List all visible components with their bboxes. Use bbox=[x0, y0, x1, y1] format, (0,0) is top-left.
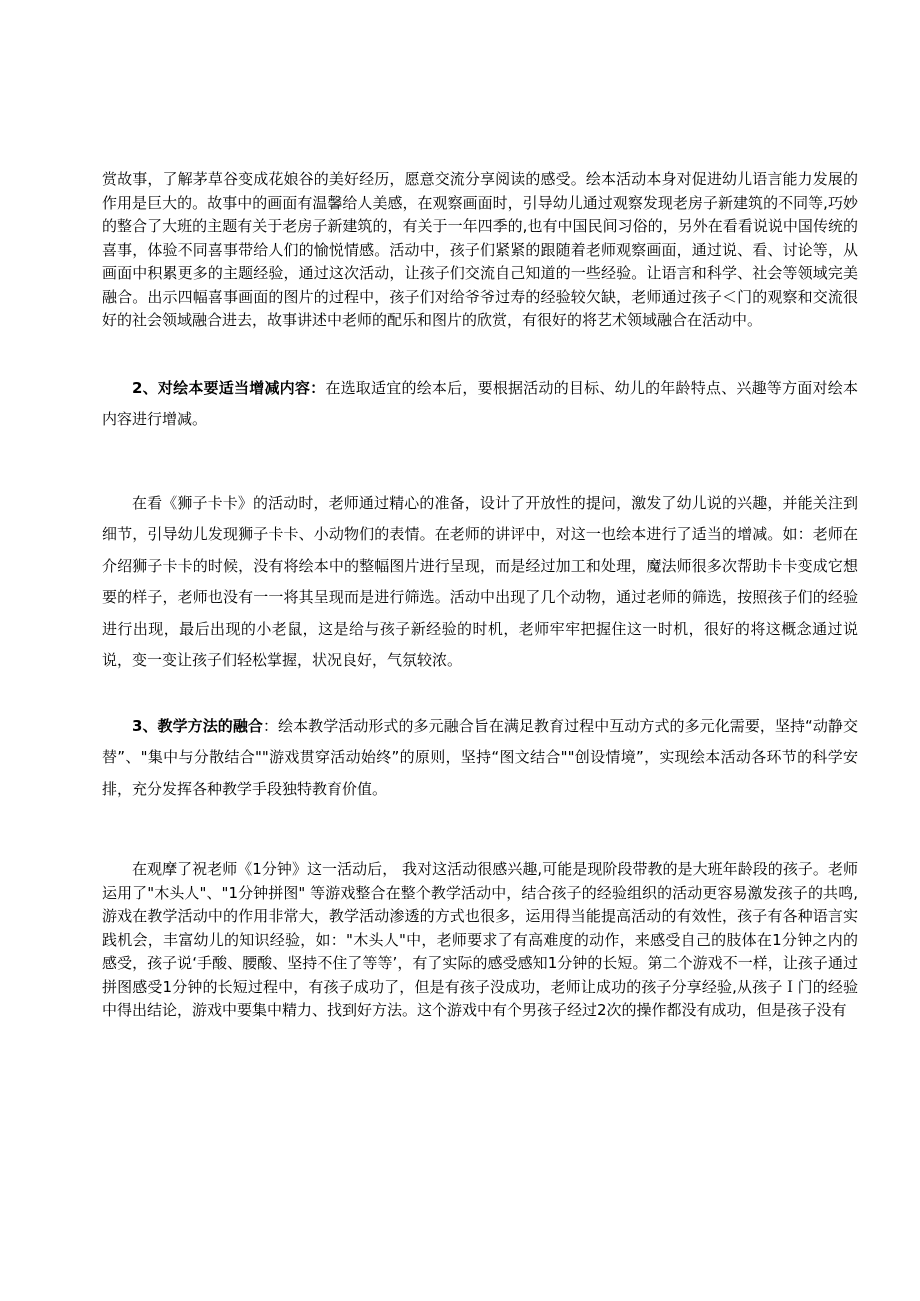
paragraph-lion-kaka: 在看《狮子卡卡》的活动时，老师通过精心的准备，设计了开放性的提问，激发了幼儿说的兴趣，并能关注到细节，引导幼儿发现狮子卡卡、小动物们的表情。在老师的讲评中，对这一也绘本进行了适当的增减。如：老师在介绍狮子卡卡的时候，没有将绘本中的整幅图片进行呈现，而是经过加工和处理，魔法师很多次帮助卡卡变成它想要的样子，老师也没有一一将其呈现而是进行筛选。活动中出现了几个动物，通过老师的筛选，按照孩子们的经验进行出现，最后出现的小老鼠，这是给与孩子新经验的时机，老师牢牢把握住这一时机，很好的将这概念通过说说，变一变让孩子们轻松掌握，状况良好，气氛较浓。 bbox=[102, 493, 858, 669]
document-page bbox=[102, 168, 858, 1023]
paragraph-section-3 bbox=[102, 711, 858, 806]
paragraph-picture-book-summary: 赏故事，了解茅草谷变成花娘谷的美好经历，愿意交流分享阅读的感受。绘本活动本身对促进幼儿语言能力发展的作用是巨大的。故事中的画面有温馨给人美感，在观察画面时，引导幼儿通过观察发现老房子新建筑的不同等,巧妙的整合了大班的主题有关于老房子新建筑的，有关于一年四季的,也有中国民间习俗的，另外在看看说说中国传统的喜事，体验不同喜事带给人们的愉悦情感。活动中，孩子们紧紧的跟随着老师观察画面，通过说、看、讨论等，从画面中积累更多的主题经验，通过这次活动，让孩子们交流自己知道的一些经验。让语言和科学、社会等领域完美融合。出示四幅喜事画面的图片的过程中，孩子们对给爷爷过寿的经验较欠缺，老师通过孩子＜门的观察和交流很好的社会领域融合进去，故事讲述中老师的配乐和图片的欣赏，有很好的将艺术领域融合在活动中。 bbox=[102, 170, 858, 329]
section-2-heading: 2、对绘本要适当增减内容： bbox=[132, 378, 326, 397]
section-3-body: ：绘本教学活动形式的多元融合旨在满足教育过程中互动方式的多元化需要，坚持“动静交替”、"集中与分散结合""游戏贯穿活动始终”的原则，坚持“图文结合""创设情境”，实现绘本活动各环节的科学安排，充分发挥各种教学手段独特教育价值。 bbox=[102, 716, 858, 798]
paragraph-one-minute: 在观摩了祝老师《1分钟》这一活动后， 我对这活动很感兴趣,可能是现阶段带教的是大班年龄段的孩子。老师运用了"木头人"、"1分钟拼图" 等游戏整合在整个教学活动中，结合孩子的经验组织的活动更容易激发孩子的共鸣,游戏在教学活动中的作用非常大，教学活动渗透的方式也很多，运用得当能提高活动的有效性，孩子有各种语言实践机会，丰富幼儿的知识经验，如："木头人"中，老师要求了有高难度的动作，来感受自己的肢体在1分钟之内的感受，孩子说‘手酸、腰酸、坚持不住了等等’，有了实际的感受感知1分钟的长短。第二个游戏不一样，让孩子通过拼图感受1分钟的长短过程中，有孩子成功了，但是有孩子没成功，老师让成功的孩子分享经验,从孩子Ｉ门的经验中得出结论，游戏中要集中精力、找到好方法。这个游戏中有个男孩子经过2次的操作都没有成功，但是孩子没有 bbox=[102, 860, 858, 1019]
section-2-body: 在选取适宜的绘本后，要根据活动的目标、幼儿的年龄特点、兴趣等方面对绘本内容进行增减。 bbox=[102, 378, 858, 428]
paragraph-section-2 bbox=[102, 373, 858, 436]
section-3-heading: 3、教学方法的融合 bbox=[132, 716, 263, 735]
